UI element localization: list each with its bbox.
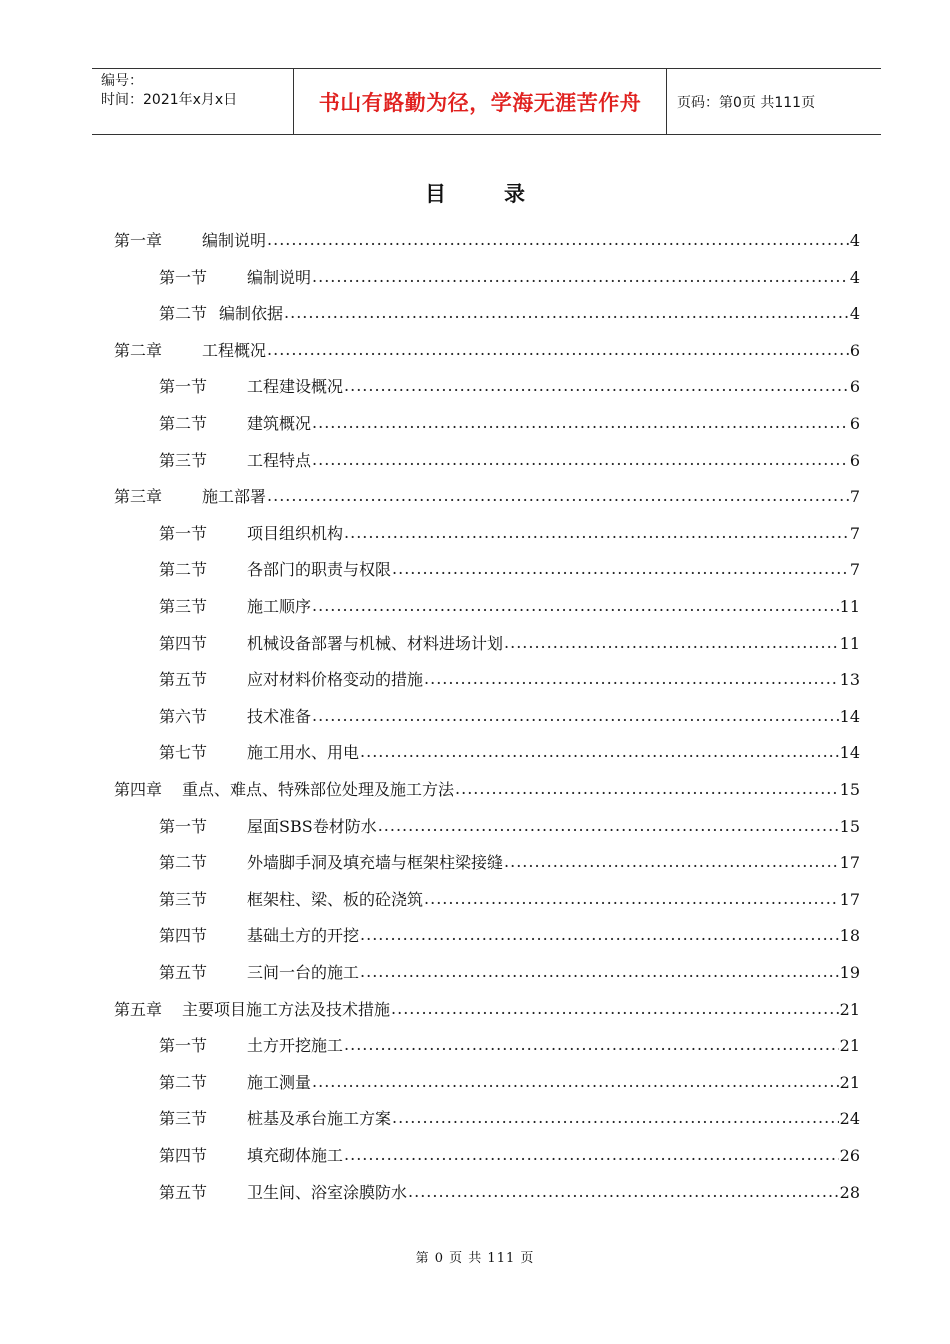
toc-entry-title: 施工部署 <box>202 487 267 507</box>
toc-leader-dots <box>408 1182 839 1201</box>
toc-entry-title: 外墙脚手洞及填充墙与框架柱梁接缝 <box>247 853 504 873</box>
toc-leader-dots <box>378 816 839 835</box>
toc-entry-title: 项目组织机构 <box>247 523 344 543</box>
toc-entry[interactable] <box>159 1070 860 1096</box>
toc-entry-title: 编制说明 <box>247 267 312 287</box>
toc-leader-dots <box>360 962 839 981</box>
toc-entry-title: 卫生间、浴室涂膜防水 <box>247 1182 408 1202</box>
toc-entry-page: 15 <box>839 780 860 799</box>
toc-entry-page: 6 <box>849 450 860 470</box>
toc-entry-title: 编制说明 <box>202 231 267 250</box>
toc-entry[interactable] <box>159 374 860 400</box>
toc-entry-page: 13 <box>839 670 860 690</box>
toc-entry-page: 4 <box>849 304 860 324</box>
toc-entry[interactable] <box>114 777 860 803</box>
toc-entry-page: 15 <box>839 816 860 836</box>
header-info <box>92 69 293 134</box>
toc-leader-dots <box>504 852 839 871</box>
toc-entry-number: 第三节 <box>159 450 208 470</box>
toc-entry[interactable] <box>159 557 860 583</box>
toc-leader-dots <box>344 1145 839 1164</box>
toc-entry-number: 第三章 <box>114 487 163 507</box>
toc-entry[interactable] <box>159 1106 860 1132</box>
toc-entry-page: 6 <box>849 377 860 397</box>
toc-entry[interactable] <box>159 850 860 876</box>
toc-entry-page: 28 <box>839 1182 860 1202</box>
toc-entry[interactable] <box>159 704 860 730</box>
title-part-2: 录 <box>504 181 525 206</box>
toc-entry-page: 24 <box>839 1109 860 1129</box>
toc-entry-title: 三间一台的施工 <box>247 963 360 982</box>
toc-entry-number: 第四节 <box>159 633 208 653</box>
toc-entry-title: 工程概况 <box>202 340 267 360</box>
toc-entry[interactable] <box>159 521 860 547</box>
toc-entry[interactable] <box>114 228 860 254</box>
toc-entry[interactable] <box>159 301 860 327</box>
toc-entry-number: 第二节 <box>159 560 208 580</box>
toc-leader-dots <box>424 669 839 688</box>
toc-leader-dots <box>344 376 849 395</box>
toc-entry-title: 基础土方的开挖 <box>247 926 360 946</box>
toc-entry-title: 工程建设概况 <box>247 377 344 397</box>
toc-entry-page: 14 <box>839 743 860 763</box>
toc-entry-number: 第二节 <box>159 1072 208 1092</box>
toc-leader-dots <box>504 633 839 652</box>
toc-leader-dots <box>312 267 849 286</box>
toc-entry-page: 17 <box>839 889 860 909</box>
toc-entry[interactable] <box>159 448 860 474</box>
toc-leader-dots <box>267 230 849 249</box>
toc-entry-title: 应对材料价格变动的措施 <box>247 670 424 690</box>
toc-entry[interactable] <box>159 1180 860 1206</box>
toc-entry-page: 7 <box>849 523 860 543</box>
toc-entry-title: 编制依据 <box>219 304 284 324</box>
toc-entry-number: 第二节 <box>159 414 208 433</box>
toc-leader-dots <box>455 779 839 798</box>
toc-entry-page: 21 <box>839 1036 860 1056</box>
toc-entry-title: 重点、难点、特殊部位处理及施工方法 <box>182 780 455 799</box>
toc-leader-dots <box>312 450 849 469</box>
toc-entry-number: 第一节 <box>159 377 208 397</box>
toc-entry-title: 建筑概况 <box>247 414 312 433</box>
toc-entry-title: 工程特点 <box>247 450 312 470</box>
toc-leader-dots <box>312 706 839 725</box>
toc-entry[interactable] <box>159 594 860 620</box>
toc-entry-number: 第五节 <box>159 963 208 982</box>
toc-entry-page: 21 <box>839 1072 860 1092</box>
toc-entry-number: 第一章 <box>114 231 163 250</box>
toc-entry-number: 第二节 <box>159 853 208 873</box>
toc-entry-page: 26 <box>839 1146 860 1165</box>
toc-entry-number: 第三节 <box>159 597 208 616</box>
number-label: 编号： <box>101 73 143 89</box>
toc-entry[interactable] <box>159 960 860 986</box>
toc-entry-number: 第五节 <box>159 1182 208 1202</box>
toc-entry[interactable] <box>159 1033 860 1059</box>
toc-entry-page: 6 <box>849 340 860 360</box>
title-part-1: 目 <box>425 181 446 206</box>
toc-leader-dots <box>344 523 849 542</box>
toc-entry-page: 14 <box>839 706 860 726</box>
toc-entry-number: 第二节 <box>159 304 208 324</box>
toc-leader-dots <box>267 486 849 505</box>
toc-entry-title: 填充砌体施工 <box>247 1146 344 1165</box>
toc-entry[interactable] <box>159 814 860 840</box>
toc-entry-page: 18 <box>839 926 860 946</box>
toc-entry[interactable] <box>159 411 860 437</box>
toc-entry-number: 第七节 <box>159 743 208 763</box>
toc-entry-page: 19 <box>839 963 860 982</box>
toc-leader-dots <box>360 925 839 944</box>
toc-entry-page: 21 <box>839 999 860 1019</box>
toc-entry-number: 第四节 <box>159 926 208 946</box>
toc-entry-number: 第四节 <box>159 1146 208 1165</box>
toc-entry-number: 第一节 <box>159 1036 208 1056</box>
toc-leader-dots <box>284 303 849 322</box>
toc-leader-dots <box>312 596 839 615</box>
toc-entry-number: 第三节 <box>159 889 208 909</box>
toc-entry-title: 桩基及承台施工方案 <box>247 1109 392 1129</box>
toc-leader-dots <box>360 742 839 761</box>
document-header <box>92 68 881 135</box>
toc-entry[interactable] <box>159 265 860 291</box>
header-page-info: 页码：第0页 共111页 <box>677 94 816 111</box>
toc-entry[interactable] <box>114 997 860 1023</box>
toc-entry[interactable] <box>159 740 860 766</box>
toc-entry[interactable] <box>159 923 860 949</box>
toc-entry-page: 7 <box>849 487 860 507</box>
toc-leader-dots <box>392 1108 839 1127</box>
toc-entry-number: 第二章 <box>114 340 163 360</box>
toc-entry-number: 第五节 <box>159 670 208 690</box>
toc-leader-dots <box>312 1072 839 1091</box>
toc-entry[interactable] <box>159 667 860 693</box>
toc-entry-number: 第三节 <box>159 1109 208 1129</box>
toc-entry-title: 各部门的职责与权限 <box>247 560 392 580</box>
toc-entry-title: 屋面SBS卷材防水 <box>247 816 377 836</box>
toc-entry-page: 6 <box>849 414 860 433</box>
toc-leader-dots <box>312 413 849 432</box>
toc-entry-page: 4 <box>849 267 860 287</box>
toc-entry[interactable] <box>114 338 860 364</box>
toc-entry-number: 第一节 <box>159 523 208 543</box>
toc-entry-number: 第六节 <box>159 706 208 726</box>
toc-entry-number: 第一节 <box>159 816 208 836</box>
page-title <box>0 178 950 208</box>
toc-entry-page: 4 <box>849 231 860 250</box>
toc-entry-title: 施工测量 <box>247 1072 312 1092</box>
toc-entry-title: 施工用水、用电 <box>247 743 360 763</box>
toc-entry-number: 第一节 <box>159 267 208 287</box>
toc-entry[interactable] <box>114 484 860 510</box>
toc-entry[interactable] <box>159 631 860 657</box>
header-motto: 书山有路勤为径，学海无涯苦作舟 <box>293 69 667 134</box>
toc-entry[interactable] <box>159 1143 860 1169</box>
toc-leader-dots <box>392 559 849 578</box>
toc-entry-page: 11 <box>839 633 860 653</box>
toc-entry-title: 框架柱、梁、板的砼浇筑 <box>247 889 424 909</box>
toc-entry-title: 土方开挖施工 <box>247 1036 344 1056</box>
toc-entry-page: 17 <box>839 853 860 873</box>
toc-entry-title: 主要项目施工方法及技术措施 <box>182 999 391 1019</box>
toc-leader-dots <box>391 999 839 1018</box>
toc-entry-title: 技术准备 <box>247 706 312 726</box>
toc-leader-dots <box>424 889 839 908</box>
toc-entry-page: 11 <box>839 597 860 616</box>
toc-entry-number: 第四章 <box>114 780 163 799</box>
toc-leader-dots <box>344 1035 839 1054</box>
toc-entry-number: 第五章 <box>114 999 163 1019</box>
toc-leader-dots <box>267 340 849 359</box>
toc-entry-page: 7 <box>849 560 860 580</box>
time-label: 时间：2021年x月x日 <box>101 92 238 108</box>
toc-entry-title: 机械设备部署与机械、材料进场计划 <box>247 633 504 653</box>
toc-entry[interactable] <box>159 887 860 913</box>
page-footer: 第 0 页 共 111 页 <box>415 1251 535 1266</box>
toc-entry-title: 施工顺序 <box>247 597 312 616</box>
